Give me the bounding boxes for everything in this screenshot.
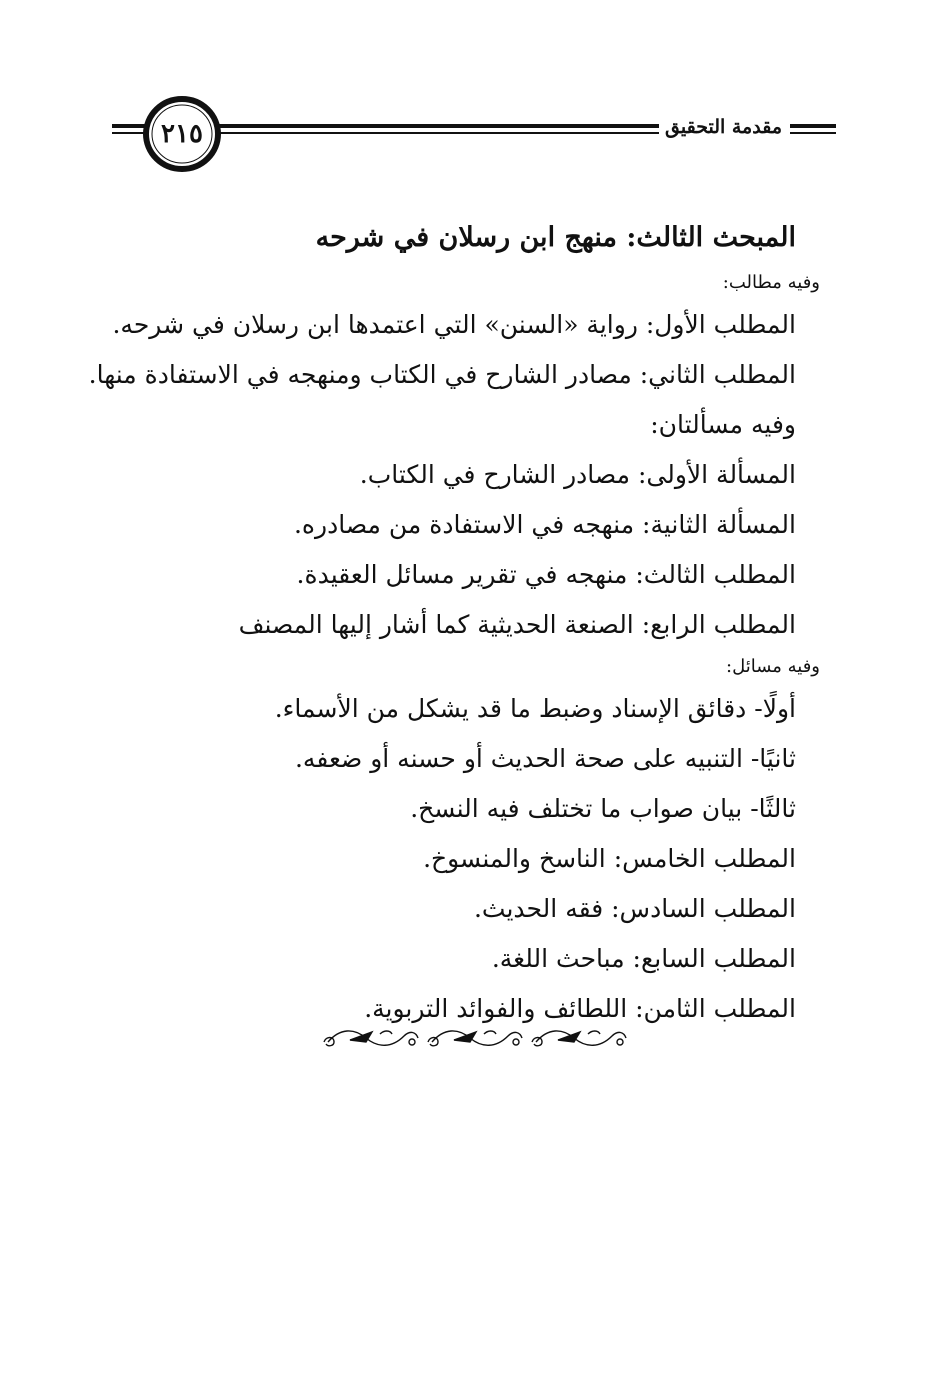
floral-divider-icon <box>320 1020 630 1056</box>
outline-line: وفيه مسألتان: <box>650 410 796 439</box>
header-rule-right-thin <box>790 132 836 134</box>
outline-list <box>88 266 820 1034</box>
outline-line: ثانيًا- التنبيه على صحة الحديث أو حسنه أو ضعفه. <box>294 744 796 773</box>
page-body <box>88 210 820 1034</box>
section-heading: المبحث الثالث: منهج ابن رسلان في شرحه <box>315 222 796 253</box>
running-title: مقدمة التحقيق <box>659 110 788 144</box>
outline-line: ثالثًا- بيان صواب ما تختلف فيه النسخ. <box>410 794 796 823</box>
outline-line: المطلب السابع: مباحث اللغة. <box>491 944 796 973</box>
page-header <box>0 0 946 200</box>
outline-line: المسألة الأولى: مصادر الشارح في الكتاب. <box>359 460 796 489</box>
outline-line: وفيه مسائل: <box>726 656 820 677</box>
outline-line: المطلب الأول: رواية «السنن» التي اعتمدها ابن رسلان في شرحه. <box>112 310 796 339</box>
outline-line: المطلب السادس: فقه الحديث. <box>473 894 796 923</box>
page-number: ٢١٥ <box>161 119 203 149</box>
outline-line: المطلب الثامن: اللطائف والفوائد التربوية. <box>364 994 796 1023</box>
outline-line: وفيه مطالب: <box>722 272 820 293</box>
outline-line: المسألة الثانية: منهجه في الاستفادة من مصادره. <box>293 510 796 539</box>
outline-line: أولًا- دقائق الإسناد وضبط ما قد يشكل من الأسماء. <box>274 694 796 723</box>
outline-line: المطلب الثاني: مصادر الشارح في الكتاب ومنهجه في الاستفادة منها. <box>88 360 796 389</box>
outline-line: المطلب الرابع: الصنعة الحديثية كما أشار إليها المصنف <box>238 610 796 639</box>
outline-line: المطلب الخامس: الناسخ والمنسوخ. <box>423 844 796 873</box>
header-rule-right-thick <box>790 124 836 128</box>
outline-line: المطلب الثالث: منهجه في تقرير مسائل العقيدة. <box>296 560 796 589</box>
